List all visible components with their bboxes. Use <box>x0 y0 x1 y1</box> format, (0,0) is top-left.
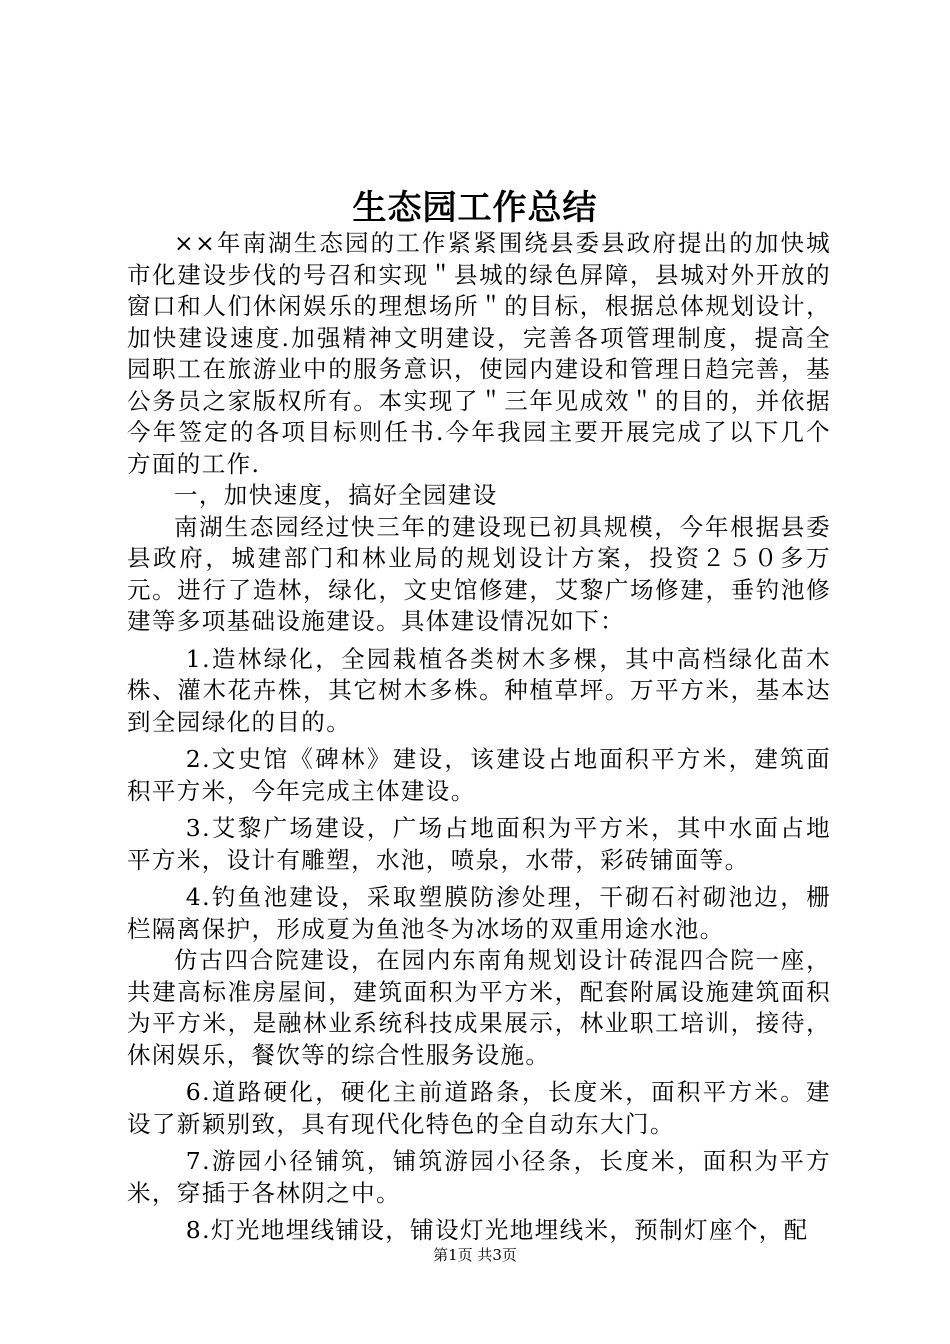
list-item: 仿古四合院建设，在园内东南角规划设计砖混四合院一座，共建高标准房屋间，建筑面积为平方米，配套附属设施建筑面积为平方米，是融林业系统科技成果展示，林业职工培训，接待，休闲娱乐，餐饮等的综合性服务设施。 <box>127 946 831 1069</box>
list-item: 3.艾黎广场建设，广场占地面积为平方米，其中水面占地平方米，设计有雕塑，水池，喷泉，水带，彩砖铺面等。 <box>127 814 831 874</box>
paragraph-overview: 南湖生态园经过快三年的建设现已初具规模，今年根据县委县政府，城建部门和林业局的规划设计方案，投资２５０多万元。进行了造林，绿化，文史馆修建，艾黎广场修建，垂钓池修建等多项基础设施建设。具体建设情况如下： <box>127 512 831 635</box>
paragraph-intro: ××年南湖生态园的工作紧紧围绕县委县政府提出的加快城市化建设步伐的号召和实现＂县城的绿色屏障，县城对外开放的窗口和人们休闲娱乐的理想场所＂的目标，根据总体规划设计，加快建设速度.加强精神文明建设，完善各项管理制度，提高全园职工在旅游业中的服务意识，使园内建设和管理日趋完善，基公务员之家版权所有。本实现了＂三年见成效＂的目的，并依据今年签定的各项目标则任书.今年我园主要开展完成了以下几个方面的工作. <box>127 229 831 478</box>
list-item: 8.灯光地埋线铺设，铺设灯光地埋线米，预制灯座个，配 <box>185 1216 809 1244</box>
page-footer: 第1页 共3页 <box>433 1246 517 1264</box>
document-title: 生态园工作总结 <box>352 188 598 228</box>
list-item: 4.钓鱼池建设，采取塑膜防渗处理，干砌石衬砌池边，栅栏隔离保护，形成夏为鱼池冬为冰场的双重用途水池。 <box>127 883 831 943</box>
section-heading: 一，加快速度，搞好全园建设 <box>174 481 498 509</box>
list-item: 2.文史馆《碑林》建设，该建设占地面积平方米，建筑面积平方米，今年完成主体建设。 <box>127 745 831 805</box>
list-item: 1.造林绿化，全园栽植各类树木多棵，其中高档绿化苗木株、灌木花卉株，其它树木多株。种植草坪。万平方米，基本达到全园绿化的目的。 <box>127 644 831 736</box>
list-item: 7.游园小径铺筑，铺筑游园小径条，长度米，面积为平方米，穿插于各林阴之中。 <box>127 1147 831 1207</box>
document-body <box>127 228 831 1247</box>
list-item: 6.道路硬化，硬化主前道路条，长度米，面积平方米。建设了新颖别致，具有现代化特色的全自动东大门。 <box>127 1078 831 1138</box>
